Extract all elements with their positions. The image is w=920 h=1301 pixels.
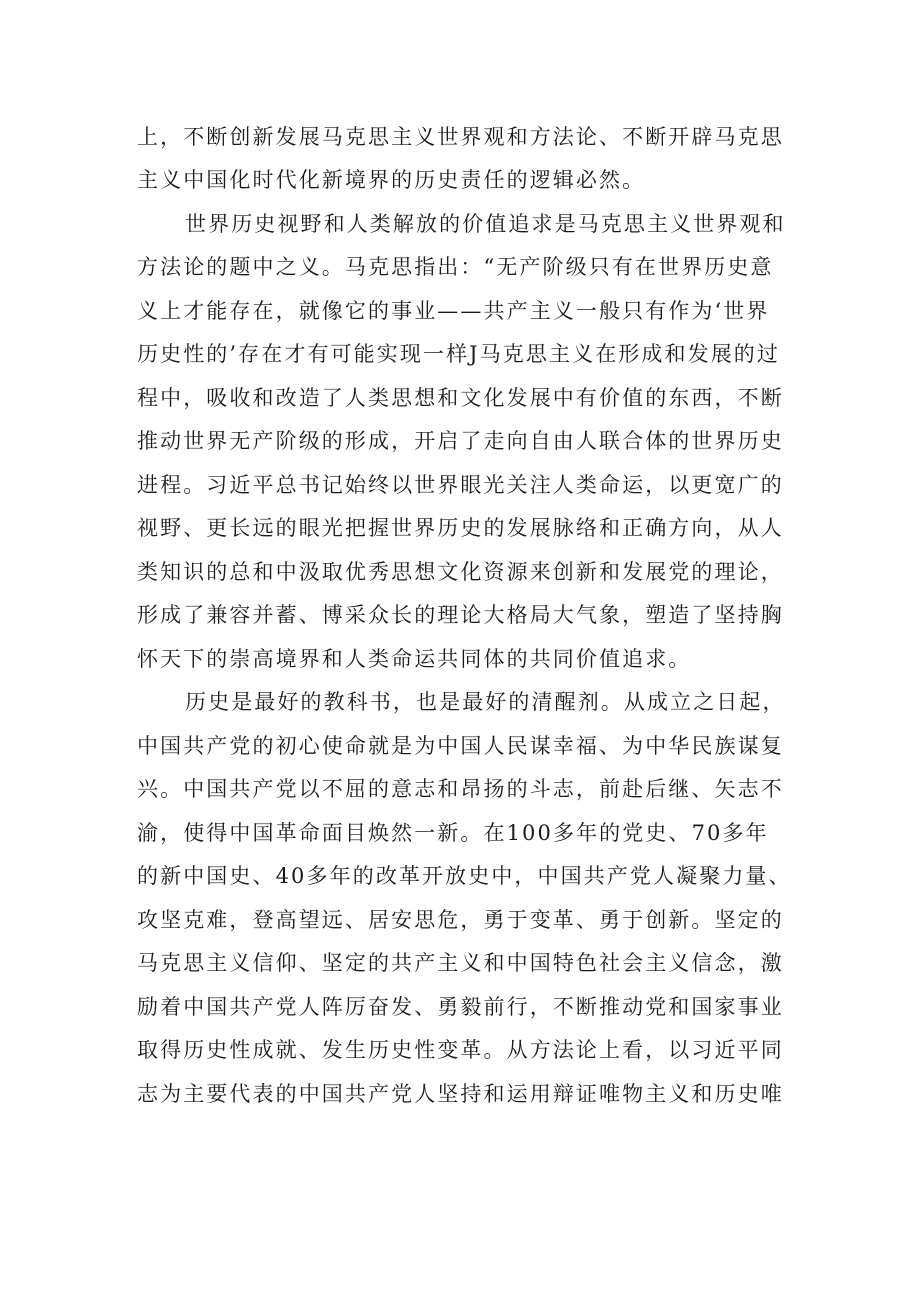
text-line: 的新中国史、40多年的改革开放史中，中国共产党人凝聚力量、 [137, 864, 792, 888]
text-line: 进程。习近平总书记始终以世界眼光关注人类命运，以更宽广的 [137, 473, 784, 497]
text-line: 类知识的总和中汲取优秀思想文化资源来创新和发展党的理论， [137, 560, 784, 584]
text-line: 取得历史性成就、发生历史性变革。从方法论上看，以习近平同 [137, 1038, 784, 1062]
text-line: 形成了兼容并蓄、博采众长的理论大格局大气象，塑造了坚持胸 [137, 603, 784, 627]
text-line: 义上才能存在，就像它的事业——共产主义一般只有作为‘世界 [137, 299, 770, 323]
text-line: 程中，吸收和改造了人类思想和文化发展中有价值的东西，不断 [137, 386, 784, 410]
text-line: 视野、更长远的眼光把握世界历史的发展脉络和正确方向，从人 [137, 516, 784, 540]
text-line: 励着中国共产党人阵厉奋发、勇毅前行，不断推动党和国家事业 [137, 995, 784, 1019]
text-line: 攻坚克难，登高望远、居安思危，勇于变革、勇于创新。坚定的 [137, 908, 784, 932]
text-line: 推动世界无产阶级的形成，开启了走向自由人联合体的世界历史 [137, 429, 784, 453]
text-line: 志为主要代表的中国共产党人坚持和运用辩证唯物主义和历史唯 [137, 1082, 784, 1106]
text-line: 历史是最好的教科书，也是最好的清醒剂。从成立之日起， [185, 690, 786, 714]
text-line: 方法论的题中之义。马克思指出：“无产阶级只有在世界历史意 [137, 255, 774, 279]
text-line: 上，不断创新发展马克思主义世界观和方法论、不断开辟马克思 [137, 125, 784, 149]
text-line: 兴。中国共产党以不屈的意志和昂扬的斗志，前赴后继、矢志不 [137, 777, 784, 801]
text-line: 渝，使得中国革命面目焕然一新。在100多年的党史、70多年 [137, 821, 769, 845]
text-line: 马克思主义信仰、坚定的共产主义和中国特色社会主义信念，激 [137, 951, 784, 975]
text-line: 主义中国化时代化新境界的历史责任的逻辑必然。 [137, 168, 646, 192]
text-line: 历史性的’存在才有可能实现一样J马克思主义在形成和发展的过 [137, 342, 780, 366]
text-line: 中国共产党的初心使命就是为中国人民谋幸福、为中华民族谋复 [137, 734, 784, 758]
text-line: 世界历史视野和人类解放的价值追求是马克思主义世界观和 [185, 212, 786, 236]
text-line: 怀天下的崇高境界和人类命运共同体的共同价值追求。 [137, 647, 692, 671]
